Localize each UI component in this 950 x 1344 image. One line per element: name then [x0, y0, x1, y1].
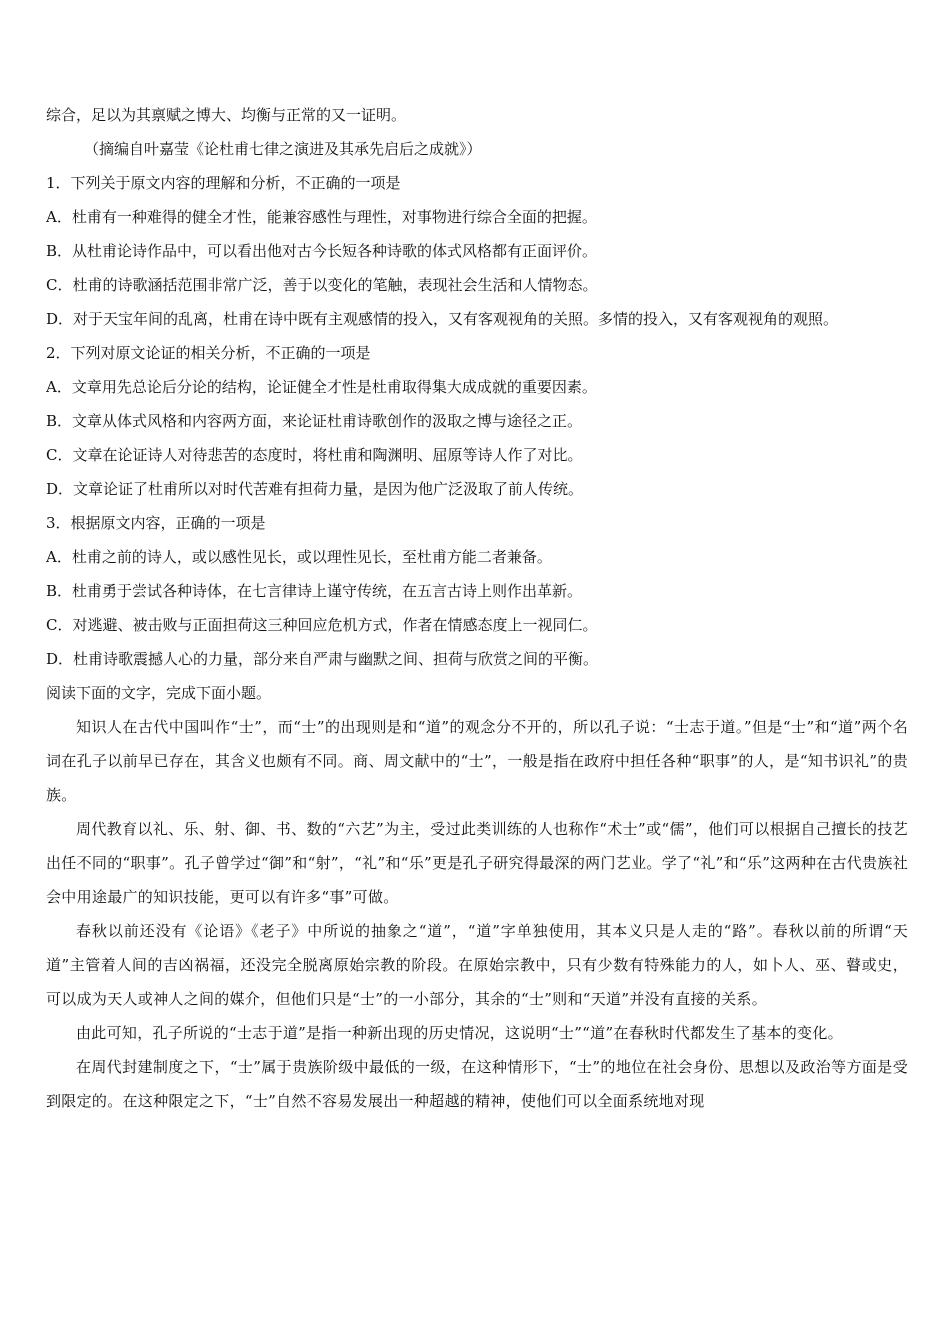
reading-passage — [46, 710, 908, 1118]
question-1 — [46, 166, 908, 336]
passage-paragraph: 由此可知，孔子所说的“士志于道”是指一种新出现的历史情况，这说明“士”“道”在春秋时代都发生了基本的变化。 — [76, 1024, 843, 1042]
option-a: A．文章用先总论后分论的结构，论证健全才性是杜甫取得集大成成就的重要因素。 — [46, 378, 597, 396]
passage-paragraph: 周代教育以礼、乐、射、御、书、数的“六艺”为主，受过此类训练的人也称作“术士”或“儒”，他们可以根据自己擅长的技艺出任不同的“职事”。孔子曾学过“御”和“射”，“礼”和“乐”更是孔子研究得最深的两门艺业。学了“礼”和“乐”这两种在古代贵族社会中用途最广的知识技能，更可以有许多“事”可做。 — [46, 820, 908, 906]
option-a: A．杜甫之前的诗人，或以感性见长，或以理性见长，至杜甫方能二者兼备。 — [46, 548, 552, 566]
option-b: B．杜甫勇于尝试各种诗体，在七言律诗上谨守传统，在五言古诗上则作出革新。 — [46, 582, 583, 600]
option-c: C．文章在论证诗人对待悲苦的态度时，将杜甫和陶渊明、屈原等诗人作了对比。 — [46, 446, 583, 464]
question-stem: 1．下列关于原文内容的理解和分析，不正确的一项是 — [46, 174, 401, 192]
question-2 — [46, 336, 908, 506]
option-c: C．杜甫的诗歌涵括范围非常广泛，善于以变化的笔触，表现社会生活和人情物态。 — [46, 276, 598, 294]
reading-instruction: 阅读下面的文字，完成下面小题。 — [46, 684, 272, 702]
passage-paragraph: 春秋以前还没有《论语》《老子》中所说的抽象之“道”，“道”字单独使用，其本义只是人走的“路”。春秋以前的所谓“天道”主管着人间的吉凶祸福，还没完全脱离原始宗教的阶段。在原始宗教中，只有少数有特殊能力的人，如卜人、巫、瞽或史，可以成为天人或神人之间的媒介，但他们只是“士”的一小部分，其余的“士”则和“天道”并没有直接的关系。 — [46, 922, 908, 1008]
document-page — [46, 98, 908, 1118]
option-b: B．文章从体式风格和内容两方面，来论证杜甫诗歌创作的汲取之博与途径之正。 — [46, 412, 583, 430]
question-3 — [46, 506, 908, 676]
option-d: D．对于天宝年间的乱离，杜甫在诗中既有主观感情的投入，又有客观视角的关照。多情的投入，又有客观视角的观照。 — [46, 310, 839, 328]
option-b: B．从杜甫论诗作品中，可以看出他对古今长短各种诗歌的体式风格都有正面评价。 — [46, 242, 598, 260]
question-stem: 3．根据原文内容，正确的一项是 — [46, 514, 266, 532]
passage-paragraph: 在周代封建制度之下，“士”属于贵族阶级中最低的一级，在这种情形下，“士”的地位在社会身份、思想以及政治等方面是受到限定的。在这种限定之下，“士”自然不容易发展出一种超越的精神，使他们可以全面系统地对现 — [46, 1058, 908, 1110]
prev-passage-tail: 综合，足以为其禀赋之博大、均衡与正常的又一证明。 — [46, 106, 407, 124]
source-citation: （摘编自叶嘉莹《论杜甫七律之演进及其承先启后之成就》） — [84, 140, 482, 158]
question-stem: 2．下列对原文论证的相关分析，不正确的一项是 — [46, 344, 371, 362]
passage-paragraph: 知识人在古代中国叫作“士”，而“士”的出现则是和“道”的观念分不开的，所以孔子说：“士志于道。”但是“士”和“道”两个名词在孔子以前早已存在，其含义也颇有不同。商、周文献中的“士”，一般是指在政府中担任各种“职事”的人，是“知书识礼”的贵族。 — [46, 718, 908, 804]
option-a: A．杜甫有一种难得的健全才性，能兼容感性与理性，对事物进行综合全面的把握。 — [46, 208, 597, 226]
option-d: D．杜甫诗歌震撼人心的力量，部分来自严肃与幽默之间、担荷与欣赏之间的平衡。 — [46, 650, 599, 668]
option-c: C．对逃避、被击败与正面担荷这三种回应危机方式，作者在情感态度上一视同仁。 — [46, 616, 598, 634]
option-d: D．文章论证了杜甫所以对时代苦难有担荷力量，是因为他广泛汲取了前人传统。 — [46, 480, 584, 498]
